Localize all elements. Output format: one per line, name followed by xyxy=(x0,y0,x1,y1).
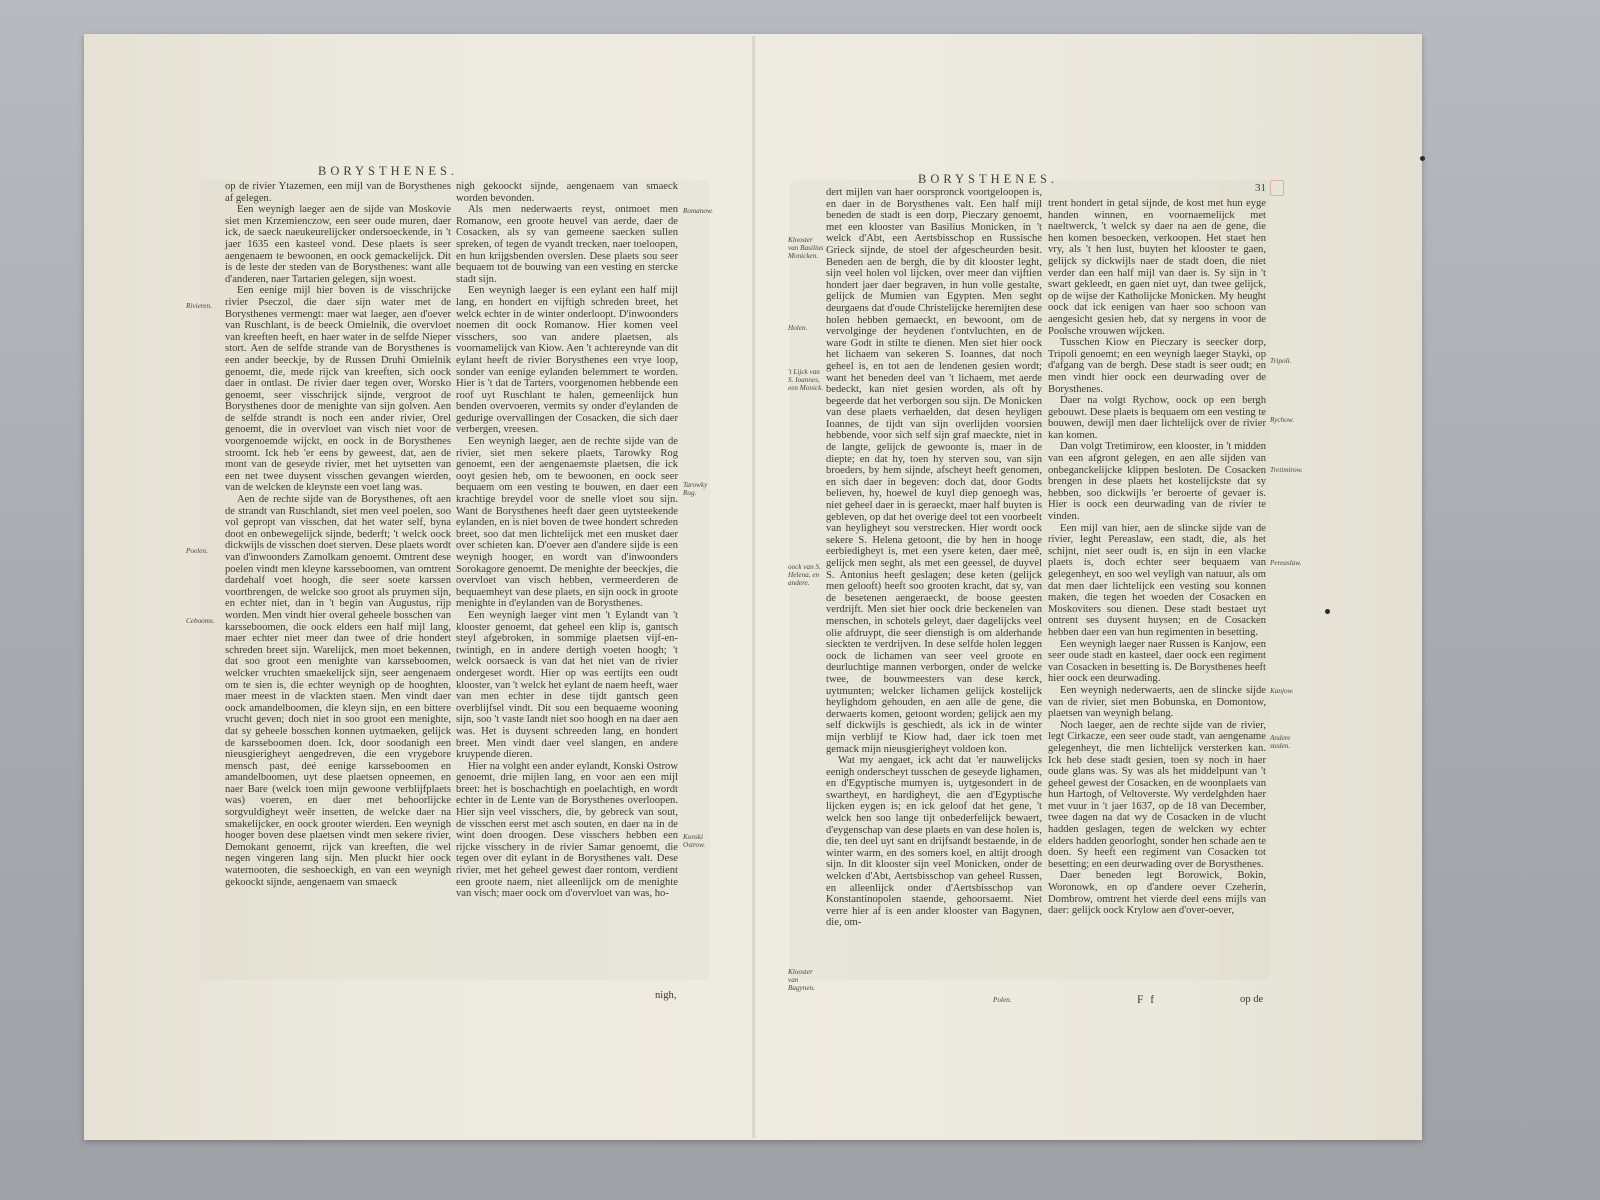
margin-note: 't Lijck van S. Ioannes, een Monick. xyxy=(788,368,824,393)
left-page-column-2 xyxy=(456,181,678,900)
center-fold xyxy=(752,36,756,1138)
paragraph: Aen de rechte sijde van de Borysthenes, oft aen de strandt van Ruschlandt, siet men veel poelen, soo vol gepropt van visschen, dat het water self, byna doot en onbewegelijck sijnde, bederft; 't welck oock dickwijls de visschen doet sterven. Dese plaets wordt van d'inwoonders Zamolkam genoemt. Omtrent dese poelen vindt men kleyne karsseboomen, van omtrent dardehalf voet hoogh, die seer soete karssen voortbrengen, de welcke soo groot als pruymen sijn, en echter niet, dan in 't begin van Augustus, rijp worden. Men vindt hier overal geheele bosschen van karsseboomen, die oock elders een half mijl lang, maer echter niet meer dan twee of drie hondert schreden breet sijn. Warelijck, men moet bekennen, dat soo groot een menighte van karsseboomen, welcker vruchten smaekelijck sijn, seer aengenaem om te sien is, die echter weynigh op de hooghten, maer meest in de vlackten staen. Men vindt daer oock amandelboomen, die kleyn sijn, en een bittere vrucht geven; doch niet in soo groot een menighte, dat sy geheele bosschen konnen uytmaeken, gelijck de karsseboomen doen. Ick, door soodanigh een nieusgierigheyt aengedreven, die een vrygebore mensch past, deé eenige karsseboomen en amandelboomen, uyt dese plaetsen opneemen, en naer Bare (welck toen mijn gewoone verblijfplaets was) voeren, en daer met behoorlijcke sorgvuldigheyt weêr insetten, de welcke daer na smakelijcker, en oock grooter wierden. Een weynigh hooger boven dese plaetsen vindt men sekere rivier, Demokant genoemt, rijck van kreeften, die wel negen vingeren lang sijn. Men pluckt hier oock waternooten, die seshoeckigh, en van een weynigh gekoockt sijnde, aengenaem van smaeck xyxy=(225,494,451,888)
signature-mark: F f xyxy=(1137,994,1157,1006)
paragraph: Hier na volght een ander eylandt, Konski Ostrow genoemt, drie mijlen lang, en voor aen een mijl breet: het is boschachtigh en poelachtigh, en wordt echter in de Lente van de Borysthenes overloopen. Hier sijn veel visschers, die, by gebreck van sout, de visschen eerst met asch souten, en daer na in de wint doen droogen. Dese visschers hebben een rijcke visschery in de rivier Samar genoemt, die tegen over dit eylant in de Borysthenes valt. Dese rivier, met het geheel gewest daer rontom, verdient een groote naem, niet alleenlijck om de menighte van visch; maer oock om d'overvloet van was, ho- xyxy=(456,760,678,900)
margin-note: oock van S. Helena, en andere. xyxy=(788,563,821,588)
margin-note: Tripoli. xyxy=(1270,357,1292,365)
margin-note: Rivieren. xyxy=(186,302,212,310)
paragraph: op de rivier Ytazemen, een mijl van de Borysthenes af gelegen. xyxy=(225,181,451,204)
right-catchword: op de xyxy=(1240,994,1264,1005)
right-page-column-2 xyxy=(1048,198,1266,917)
paragraph: Een weynigh laeger is een eylant een half mijl lang, en hondert en vijftigh schreden breet, het welck echter in de winter onderloopt. D'inwoonders noemen dit oock Romanow. Hier komen veel visschers, soo van andere plaetsen, als voornamelijck van Kiow. Aen 't achtereynde van dit eylant heeft de rivier Borysthenes een vrye loop, sonder van eenige eylanden belemmert te worden. Hier is 't dat de Tarters, voorgenomen hebbende een roof uyt Ruschlant te halen, gemeenlijck hun benden overvoeren, vermits sy onder d'eylanden de gedurige overvallingen der Cosacken, die sich daer verbergen, vreesen. xyxy=(456,285,678,436)
right-page-column-1 xyxy=(826,187,1042,929)
margin-note: Klooster van Bagynen. xyxy=(788,968,815,993)
margin-note: Tretimirow. xyxy=(1270,466,1303,474)
page-number: 31 xyxy=(1255,182,1266,194)
paragraph: Dan volgt Tretimirow, een klooster, in 't midden van een afgront gelegen, en aen alle sijden van onbeganckelijcke klippen besloten. De Cosacken brengen in dese plaets het kostelijckste dat sy hebben, soo dickwijls 'er beroerte of gevaer is. Hier is oock een deurwading van de rivier te vinden. xyxy=(1048,441,1266,523)
paragraph: Wat my aengaet, ick acht dat 'er nauwelijcks eenigh onderscheyt tusschen de geseyde lighamen, en d'Egyptische mumyen is, uytgesondert in de swartheyt, en hardigheyt, die aen d'Egyptische lijcken eygen is; en ick geloof dat het gene, 't welck hen soo lange tijt onbederfelijck bewaert, d'eygenschap van dese plaets en van dese holen is, die, ten deel uyt sant en drijfsandt bestaende, in de winter warm, en des somers koel, en altijt droogh sijn. In dit klooster sijn veel Monicken, onder de welcken d'Abt, Aertsbisschop van geheel Russen, en alleenlijck onder d'Aertsbisschop van Konstantinopolen staende, gehoorsaemt. Niet verre hier af is een ander klooster van Bagynen, die, om- xyxy=(826,755,1042,929)
paragraph: nigh gekoockt sijnde, aengenaem van smaeck worden bevonden. xyxy=(456,181,678,204)
left-page-column-1 xyxy=(225,181,451,888)
paragraph: Een eenige mijl hier boven is de visschrijcke rivier Pseczol, die daer sijn water met de Borysthenes vermengt: maer wat laeger, aen d'oever van Ruschlant, is de beeck Omielnik, die overvloet van kreeften heeft, en haer water in de selfde Nieper stort. Aen de selfde strande van de Borysthenes is een ander beeckje, by de Russen Druhi Omielnik genoemt, die, mede rijck van kreeften, sich oock daer in ontlast. De rivier daer tegen over, Worsko genoemt, seer visschrijck sijnde, vergroot de Borysthenes door de menighte van sijn golven. Aen de selfde strandt is noch een ander rivier, Orel genoemt, die in overvloet van visch niet voor de voorgenoemde wijckt, en oock in de Borysthenes stroomt. Ick heb 'er eens by geweest, dat, aen de mont van de geseyde rivier, met het uytsetten van een net twee duysent visschen gevangen wierden, van de welcken de kleynste een voet lang was. xyxy=(225,285,451,494)
margin-note: Polen. xyxy=(993,996,1012,1004)
red-ink-mark xyxy=(1270,180,1284,196)
margin-note: Tarowky Rog. xyxy=(683,481,708,498)
paragraph: Een mijl van hier, aen de slincke sijde van de rivier, leght Pereaslaw, een stadt, die, als het schijnt, niet seer oudt is, en sijn in een vlacke plaets is, doch echter seer bequaem van gelegenheyt, en soo wel veyligh van natuur, als om dat men daer lichtelijck een vesting sou konnen maken, die tegen het woeden der Cosacken en Moskoviters sou dienen. Dese stadt bestaet uyt ontrent ses duysent huysen; en de Cosacken hebben daer een van hun regimenten in besetting. xyxy=(1048,522,1266,638)
spot xyxy=(1325,609,1330,614)
paragraph: Tusschen Kiow en Pieczary is seecker dorp, Tripoli genoemt; en een weynigh laeger Stayki, op d'afgang van de bergh. Dese stadt is seer oudt; en men vindt hier oock een deurwading over de Borysthenes. xyxy=(1048,337,1266,395)
margin-note: Klooster van Basilius Monicken. xyxy=(788,236,824,261)
paragraph: Een weynigh laeger, aen de rechte sijde van de rivier, siet men sekere plaets, Tarowky Rog genoemt, een der aengenaemste plaetsen, die ick ooyt gesien heb, om te bewoonen, en oock seer bequaem om een vesting te bouwen, en daer een krachtige breydel voor de snelle vloet sou sijn. Want de Borysthenes heeft daer geen uytsteekende eylanden, en is niet boven de twee hondert schreden breet, soo dat men lichtelijck met een musket daer over schieten kan. D'oever aen d'andere sijde is een weynigh hooger, en wordt van d'inwoonders Sorokagore genoemt. De menighte der beeckjes, die overvloet van visch hebben, vermeerderen de bequaemheyt van dese plaets, en sijn oock in groote menighte in d'eylanden van de Borysthenes. xyxy=(456,436,678,610)
paragraph: Een weynigh laeger aen de sijde van Moskovie siet men Krzemienczow, een seer oude muren, daer ick, de saeck naeukeurelijcker ondersoeckende, in 't jaer 1635 een kasteel vond. Dese plaets is seer aengenaem te bewoonen, en oock gemackelijck. Dit is de leste der steden van de Borysthenes: want alle d'anderen, naer Tartarien gelegen, sijn woest. xyxy=(225,204,451,285)
margin-note: Romanow. xyxy=(683,207,714,215)
paragraph: Een weynigh nederwaerts, aen de slincke sijde van de rivier, siet men Bobunska, en Domontow, plaetsen van weynigh belang. xyxy=(1048,684,1266,720)
paragraph: Als men nederwaerts reyst, ontmoet men Romanow, een groote heuvel van aerde, daer de Cosacken, als sy van gemeene saecken sullen spreken, of tegen de vyandt trecken, naer toeloopen, en hun krijgsbenden overslen. Dese plaets sou seer bequaem tot de bouwing van een vesting en stercke stadt sijn. xyxy=(456,204,678,285)
left-page-header: BORYSTHENES. xyxy=(318,164,459,178)
paragraph: trent hondert in getal sijnde, de kost met hun eyge handen winnen, en voornaemelijck met naeltwerck, 't welck sy daer na aen de gene, die hen komen besoecken, verkoopen. Het staet hen vry, als 't hen lust, buyten het klooster te gaen, gelijck sy dickwijls naer de stadt doen, die niet verder dan een half mijl van daer is. Sy sijn in 't swart gekleedt, en gaen niet uyt, dan twee gelijck, op de wijse der Katholijcke Monicken. My heught oock dat ick eenigen van haer soo schoon van aengesicht gesien heb, dat sy nergens in voor de Poolsche vrouwen wijcken. xyxy=(1048,198,1266,337)
spot xyxy=(1420,156,1425,161)
right-page-header: BORYSTHENES. xyxy=(918,172,1059,186)
margin-note: Kanjow. xyxy=(1270,687,1294,695)
margin-note: Poelen. xyxy=(186,547,208,555)
paragraph: Daer beneden legt Borowick, Bokin, Woronowk, en op d'andere oever Czeherin, Dombrow, omtrent het vierde deel eens mijls van daer: gelijck oock Krylow aen d'over-oever, xyxy=(1048,870,1266,917)
margin-note: Rychow. xyxy=(1270,416,1294,424)
margin-note: Pereaslaw. xyxy=(1270,559,1302,567)
left-catchword: nigh, xyxy=(655,990,677,1001)
paragraph: dert mijlen van haer oorspronck voortgeloopen is, en daer in de Borysthenes valt. Een half mijl beneden de stadt is een dorp, Pieczary genoemt, met een klooster van Basilius Monicken, in 't welck d'Abt, een Aertsbisschop en Russische Grieck sijnde, de stoel der afgescheurden besit. Beneden aen de bergh, die by dit klooster leght, sijn veel holen vol lijcken, over meer dan vijftien hondert jaer daer begraven, in hun volle gestalte, gelijck de Mumien van Egypten. Men seght deurgaens dat d'oude Christelijcke heremijten dese holen hebben gemaeckt, en bewoont, om de vervolginge der heydenen t'ontvluchten, en de ware Godt in stilte te dienen. Men siet hier oock het lichaem van sekeren S. Ioannes, dat noch geheel is, en tot aen de lendenen gesien wordt; want het beneden deel van 't lichaem, met aerde bedeckt, kan niet gesien worden, als oft hy begeerde dat het verborgen sou sijn. De Monicken van dese plaets verhaelden, dat desen heyligen Ioannes, de tijdt van sijn overlijden voorsien hebbende, voor sich self sijn graf maeckte, niet in de langte, gelijck de gewoonte is, maer in de diepte; en dat hy, toen hy sterven sou, van sijn broeders, by hem sijnde, afscheyt heeft genomen, en sich daer in begeven: doch dat, door Godts believen, hy, hoewel de kuyl diep genoegh was, niet geheel daer in is geraeckt, maer half buyten is gebleven, op dat het overige deel tot een voorbeelt van heyligheyt sou verstrecken. Hier wordt oock sekere S. Helena getoont, die by hen in hooge eerbiedigheyt is, met een ysere keten, daer meê, gelijck men seght, als met een geessel, de duyvel S. Antonius heeft geslagen; dese keten (gelijck men gelooft) heeft soo grooten kracht, dat sy, van de besetenen aengeraeckt, de boose geesten verdrijft. Men siet hier oock drie beckenelen van menschen, in schotels geleyt, daer dagelijcks veel olie afdruypt, die seer dienstigh is om alderhande sieckten te verdrijven. In dese selfde holen leggen oock de lichamen van seer veel groote en deurluchtige mannen verborgen, onder de welcke twee, de bouwmeesters van dese kerck, uytmunten; welcker lichamen gelijck kostelijck heylighdom gehouden, en aen alle de gene, die derwaerts komen, getoont worden; gelijck aen my self dickwijls is geschiedt, als ick in de winter mijn verblijf te Kiow had, daer ick toen met gemack mijn nieusgierigheyt voldoen kon. xyxy=(826,187,1042,755)
paragraph: Een weynigh laeger vint men 't Eylandt van 't klooster genoemt, dat geheel een klip is, gantsch steyl afgebroken, in sommige plaetsen vijf-en-twintigh, en in andere dertigh voeten hoogh; 't welck oorsaeck is van dat het niet van de rivier ondergeset wordt. Hier op was eertijts een oudt klooster, van 't welck het eylant de naem heeft, waer van men echter in dese tijdt gantsch geen overblijfsel vindt. Dit sou een bequaeme wooning sijn, soo 't vaste landt niet soo hoogh en na daer aen was. Het is duysent schreeden lang, en hondert breet. Men vindt daer veel slangen, en andere kruypende dieren. xyxy=(456,609,678,761)
paragraph: Daer na volgt Rychow, oock op een bergh gebouwt. Dese plaets is bequaem om een vesting te bouwen, dewijl men daer lichtelijck over de rivier kan komen. xyxy=(1048,395,1266,441)
margin-note: Konski Ostrow. xyxy=(683,833,706,850)
paragraph: Een weynigh laeger naer Russen is Kanjow, een seer oude stadt en kasteel, daer oock een regiment van Cosacken in besetting is. De Borysthenes heeft hier oock een deurwading. xyxy=(1048,638,1266,685)
margin-note: Holen. xyxy=(788,324,808,332)
paragraph: Noch laeger, aen de rechte sijde van de rivier, legt Cirkacze, een seer oude stadt, van aengename gelegenheyt, die men lichtelijck versterken kan. Ick heb dese stadt gesien, toen sy noch in haer oude glans was. Sy was als het middelpunt van 't geheel gewest der Cosacken, en de woonplaets van hun Hartogh, of Veltoverste. Wy verdelghden haer met vuur in 't jaer 1637, op de 18 van December, twee dagen na dat wy de Cosacken in de vlucht hadden geslagen, tegen de welcken wy echter elders hadden geoorloght, sonder hen schade aen te doen. Sy heeft een regiment van Cosacken tot besetting; en een deurwading over de Borysthenes. xyxy=(1048,719,1266,870)
margin-note: Cebooms. xyxy=(186,617,215,625)
margin-note: Andere steden. xyxy=(1270,734,1291,751)
